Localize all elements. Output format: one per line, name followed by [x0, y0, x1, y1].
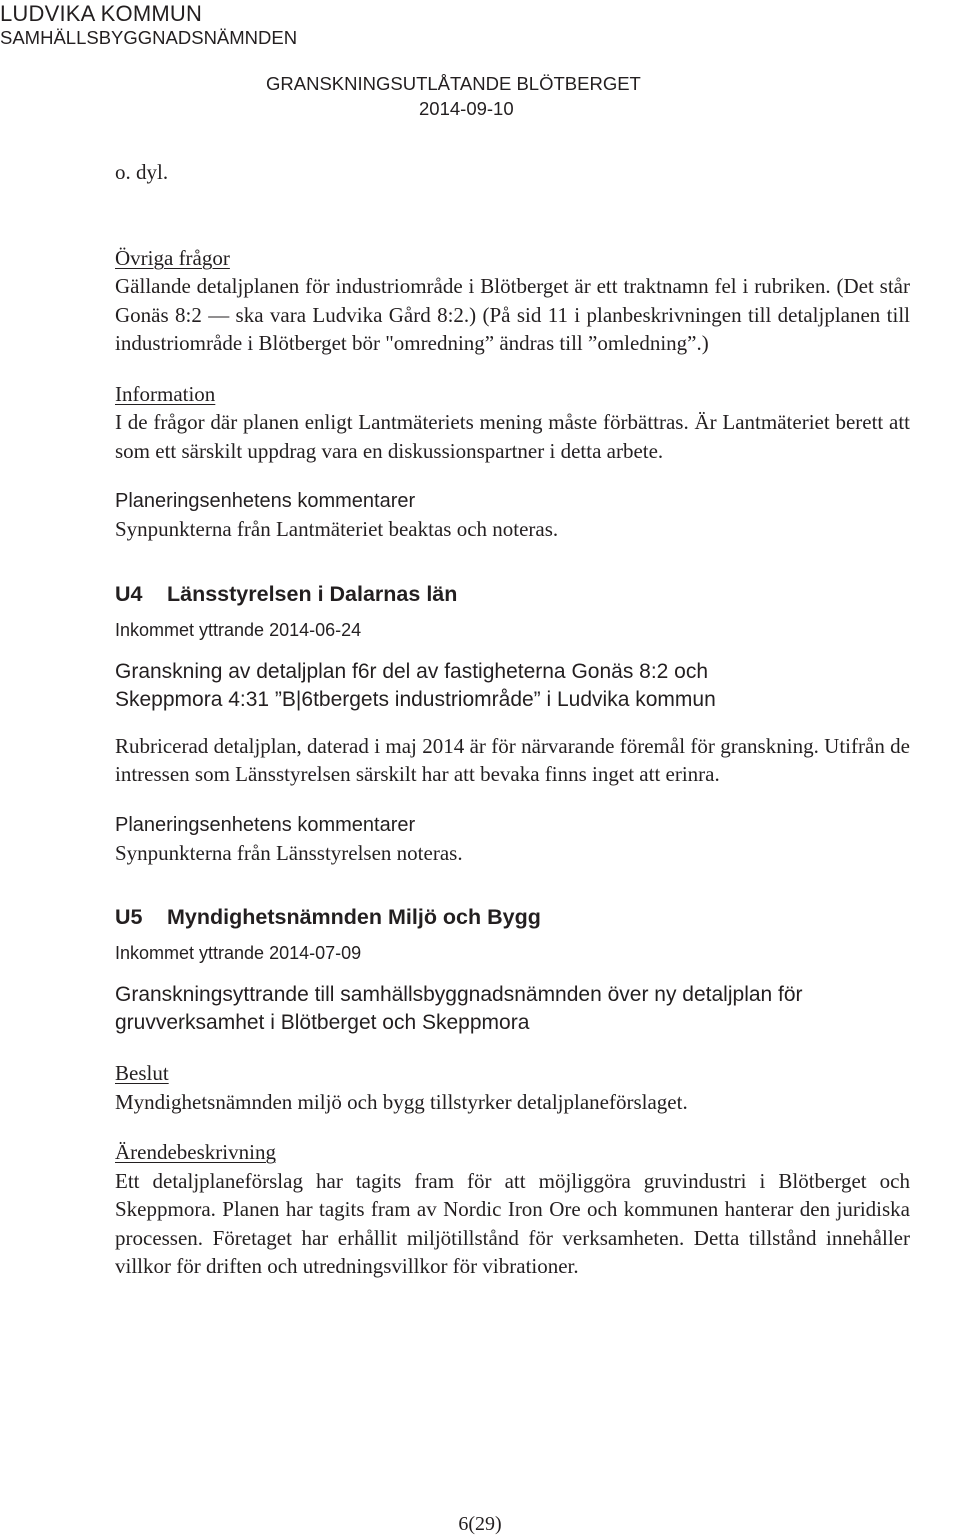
intro-fragment: o. dyl.: [115, 160, 169, 184]
section-ovriga-fragor: [115, 244, 910, 358]
header-unit: SAMHÄLLSBYGGNADSNÄMNDEN: [0, 27, 298, 48]
u4-title: Länsstyrelsen i Dalarnas län: [167, 581, 458, 606]
u4-comments-text: Synpunkterna från Länsstyrelsen noteras.: [115, 840, 463, 865]
u5-title: Myndighetsnämnden Miljö och Bygg: [167, 905, 541, 929]
section-u4: [115, 580, 910, 868]
u5-number: U5: [115, 905, 143, 929]
information-text: I de frågor där planen enligt Lantmäteriets mening måste förbättras. Är Lantmäteriet berett att som ett särskilt uppdrag vara en diskussionspartner i detta arbete.: [115, 410, 910, 463]
header-document-title: GRANSKNINGSUTLÅTANDE BLÖTBERGET: [266, 73, 641, 94]
planning-comments-text: Synpunkterna från Lantmäteriet beaktas och noteras.: [115, 517, 559, 541]
u5-subject-line-1: Granskningsyttrande till samhällsbyggnadsnämnden över ny detaljplan för: [115, 983, 803, 1006]
planning-comments-heading: Planeringsenhetens kommentarer: [115, 490, 416, 512]
u4-subject-line-2: Skeppmora 4:31 ”B|6tbergets industriområde” i Ludvika kommun: [115, 687, 716, 711]
beslut-heading: Beslut: [115, 1061, 169, 1085]
section-planning-comments-1: [115, 487, 910, 544]
u5-heading: [115, 903, 910, 931]
u5-received: Inkommet yttrande 2014-07-09: [115, 943, 362, 963]
arende-text: Ett detaljplaneförslag har tagits fram för att möjliggöra gruvindustri i Blötberget och Skeppmora. Planen har tagits fram av Nordic Iron Ore och kommunen hanterar den juridiska processen. Företaget har erhållit miljötillstånd för verksamheten. Detta tillstånd innehåller villkor för driften och utredningsvillkor för vibrationer.: [115, 1168, 910, 1278]
u4-number: U4: [115, 581, 143, 606]
header-date: 2014-09-10: [419, 98, 514, 119]
section-information: [115, 380, 910, 466]
header-organization: LUDVIKA KOMMUN: [0, 1, 203, 26]
document-body: [115, 158, 910, 1281]
u4-comments-heading: Planeringsenhetens kommentarer: [115, 813, 416, 836]
u4-text: Rubricerad detaljplan, daterad i maj 2014 är för närvarande föremål för granskning. Utifrån de intressen som Länsstyrelsen särskilt har att bevaka finns inget att erinra.: [115, 733, 910, 786]
ovriga-heading: Övriga frågor: [115, 245, 230, 270]
section-u5: [115, 903, 910, 1281]
ovriga-text: Gällande detaljplanen för industriområde i Blötberget är ett traktnamn fel i rubriken. (Det står Gonäs 8:2 — ska vara Ludvika Gård 8:2.) (På sid 11 i planbeskrivningen till detaljplanen till industriområde i Blötberget bör "omredning” ändras till ”omledning”.): [115, 274, 910, 355]
u5-subject-line-2: gruvverksamhet i Blötberget och Skeppmora: [115, 1011, 530, 1034]
beslut-text: Myndighetsnämnden miljö och bygg tillstyrker detaljplaneförslaget.: [115, 1089, 688, 1114]
arende-heading: Ärendebeskrivning: [115, 1140, 276, 1164]
u4-subject-line-1: Granskning av detaljplan f6r del av fastigheterna Gonäs 8:2 och: [115, 659, 709, 683]
information-heading: Information: [115, 381, 216, 406]
u4-received: Inkommet yttrande 2014-06-24: [115, 619, 362, 640]
u4-heading: [115, 580, 910, 608]
page-number: 6(29): [458, 1513, 502, 1535]
